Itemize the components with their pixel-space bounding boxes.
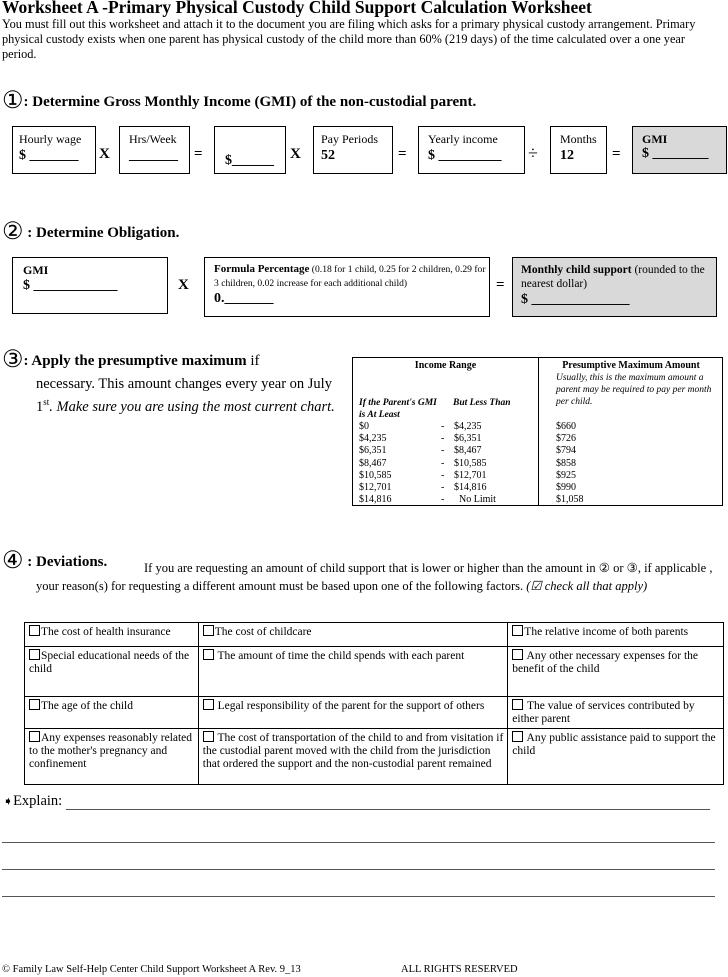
checkbox[interactable]	[203, 649, 214, 660]
max-amount-header: Presumptive Maximum Amount	[562, 360, 700, 371]
step4-number: ④	[2, 548, 24, 574]
yearly-income-label: Yearly income	[428, 132, 498, 146]
hourly-wage-label: Hourly wage	[19, 132, 82, 146]
checkbox[interactable]	[29, 625, 40, 636]
checkbox[interactable]	[203, 625, 214, 636]
footer-right: ALL RIGHTS RESERVED	[401, 964, 518, 975]
step1-number: ①	[2, 88, 24, 114]
hours-per-week-field[interactable]	[119, 126, 190, 174]
equals-sign: =	[496, 277, 505, 293]
gmi-result-field[interactable]	[632, 126, 727, 174]
income-range-header: Income Range	[414, 360, 477, 371]
factor-cell	[508, 623, 724, 647]
gmi-value: $ ________	[642, 146, 709, 161]
range-from: $12,701	[359, 482, 392, 493]
factor-cell	[25, 729, 199, 785]
step3-body	[36, 375, 346, 416]
factor-label: Any other necessary expenses for the benefit of the child	[512, 650, 699, 675]
checkbox[interactable]	[512, 625, 523, 636]
factor-cell	[508, 729, 724, 785]
factor-cell	[198, 623, 508, 647]
formula-percentage-field[interactable]	[204, 257, 490, 317]
hours-per-week-value: _______	[129, 148, 178, 163]
obligation-gmi-value: $ ____________	[23, 278, 118, 293]
range-to: $8,467	[454, 445, 482, 457]
range-from: $4,235	[359, 433, 387, 445]
step2-heading-text: : Determine Obligation.	[23, 225, 180, 241]
checkbox[interactable]	[203, 731, 214, 742]
factor-label: The cost of transportation of the child to and from visitation if the custodial parent moved with the child from the jurisdiction that ordered the support and the non-custodial parent remained	[202, 732, 504, 770]
factor-cell	[508, 647, 724, 697]
months-label: Months	[560, 132, 597, 146]
monthly-support-value: $ ______________	[521, 292, 630, 307]
range-dash: -	[441, 445, 445, 457]
range-dash: -	[441, 433, 445, 445]
range-from: $14,816	[359, 494, 392, 506]
table-divider	[538, 358, 539, 505]
range-dash: -	[441, 469, 445, 481]
step2-number: ②	[2, 219, 24, 245]
factor-cell	[198, 729, 508, 785]
explain-line[interactable]	[2, 896, 715, 897]
monthly-support-label	[521, 263, 711, 291]
range-to: $6,351	[454, 433, 482, 445]
factor-row	[25, 697, 724, 729]
factor-label: Any public assistance paid to support the child	[512, 732, 716, 757]
factor-label: Legal responsibility of the parent for the support of others	[214, 700, 485, 712]
formula-percentage-label	[214, 263, 486, 290]
equals-sign: =	[612, 146, 621, 162]
factor-label: The value of services contributed by either parent	[512, 700, 695, 725]
range-amount: $660	[556, 421, 576, 432]
pay-periods-label: Pay Periods	[321, 132, 378, 146]
factor-row	[25, 729, 724, 785]
monthly-support-field[interactable]	[512, 257, 717, 317]
range-to: $10,585	[454, 457, 487, 469]
step3-heading	[2, 345, 260, 374]
equals-sign: =	[398, 146, 407, 162]
step3-text1: necessary. This amount changes every year on July 1	[36, 376, 332, 415]
checkbox[interactable]	[512, 731, 523, 742]
factor-label: Any expenses reasonably related to the mother's pregnancy and confinement	[29, 732, 193, 770]
step3-heading-tail: if	[246, 353, 260, 369]
support-label: Monthly child support	[521, 264, 632, 276]
weekly-income-field[interactable]	[214, 126, 286, 174]
gmi-label: GMI	[642, 132, 668, 146]
factor-row	[25, 623, 724, 647]
gmi-at-least-header: If the Parent's GMI is At Least	[359, 398, 437, 420]
range-amount: $925	[556, 469, 576, 481]
step4-text: If you are requesting an amount of child support that is lower or higher than the amount in ② or ③, if applicable , your reason(s) for requesting a different amount must be based upon one of the following factors.	[36, 561, 713, 593]
multiply-sign: X	[290, 146, 301, 162]
presumptive-maximum-table	[352, 357, 723, 506]
page-title: Worksheet A -Primary Physical Custody Child Support Calculation Worksheet	[2, 0, 592, 17]
factor-cell	[25, 697, 199, 729]
pay-periods-field	[313, 126, 393, 174]
step1-heading-text: : Determine Gross Monthly Income (GMI) of the non-custodial parent.	[23, 94, 477, 110]
formula-label: Formula Percentage	[214, 263, 310, 275]
checkbox[interactable]	[29, 649, 40, 660]
formula-note: (0.18 for 1 child, 0.25 for 2 children, 0.29 for 3 children, 0.02 increase for each additional child)	[214, 264, 486, 289]
months-value: 12	[560, 148, 574, 163]
multiply-sign: X	[99, 146, 110, 162]
step2-heading	[2, 217, 179, 246]
factor-cell	[198, 697, 508, 729]
step3-number: ③	[2, 347, 24, 373]
step3-text2: . Make sure you are using the most current chart.	[49, 398, 335, 415]
pointer-icon: ➧	[3, 794, 14, 808]
range-dash: -	[441, 421, 445, 432]
checkbox[interactable]	[512, 649, 523, 660]
factor-label: The age of the child	[41, 700, 133, 712]
multiply-sign: X	[178, 277, 189, 293]
support-note: (rounded to the nearest dollar)	[521, 264, 705, 290]
max-amount-note: Usually, this is the maximum amount a parent may be required to pay per month per child.	[556, 373, 712, 407]
range-amount: $726	[556, 433, 576, 445]
factor-label: The relative income of both parents	[524, 626, 689, 638]
pay-periods-value: 52	[321, 148, 335, 163]
range-from: $8,467	[359, 457, 387, 469]
hourly-wage-value: $ _______	[19, 148, 79, 163]
range-to: $4,235	[454, 421, 482, 432]
obligation-gmi-label: GMI	[23, 263, 49, 277]
factor-label: Special educational needs of the child	[29, 650, 190, 675]
step1-heading	[2, 86, 476, 115]
factor-cell	[25, 647, 199, 697]
range-from: $10,585	[359, 469, 392, 481]
step4-check-note: (☑ check all that apply)	[526, 579, 648, 593]
range-from: $6,351	[359, 445, 387, 457]
deviation-factors-table	[24, 622, 724, 785]
range-amount: $990	[556, 482, 576, 493]
range-to: $14,816	[454, 482, 487, 493]
range-amount: $858	[556, 457, 576, 469]
checkbox[interactable]	[203, 699, 214, 710]
checkbox[interactable]	[29, 699, 40, 710]
range-dash: -	[441, 457, 445, 469]
obligation-gmi-field[interactable]	[12, 257, 168, 314]
but-less-than-header: But Less Than	[453, 398, 511, 408]
range-amount: $1,058	[556, 494, 584, 506]
weekly-income-value: $______	[225, 153, 274, 168]
factor-label: The cost of childcare	[214, 626, 312, 638]
step3-sup: st	[43, 397, 50, 407]
range-from: $0	[359, 421, 369, 432]
range-amount: $794	[556, 445, 576, 457]
step4-body	[36, 559, 722, 595]
explain-text: Explain:	[13, 793, 63, 809]
range-dash: -	[441, 482, 445, 493]
equals-sign: =	[194, 146, 203, 162]
footer-left: © Family Law Self-Help Center Child Support Worksheet A Rev. 9_13	[2, 964, 301, 975]
formula-percentage-value: 0._______	[214, 291, 274, 306]
explain-label	[3, 793, 62, 810]
range-dash: -	[441, 494, 445, 506]
hourly-wage-field[interactable]	[12, 126, 96, 174]
checkbox[interactable]	[512, 699, 523, 710]
explain-line[interactable]	[2, 842, 715, 843]
hours-per-week-label: Hrs/Week	[129, 132, 177, 146]
checkbox[interactable]	[29, 731, 40, 742]
factor-cell	[508, 697, 724, 729]
step4-heading-text: : Deviations.	[23, 554, 108, 570]
months-field	[550, 126, 607, 174]
factor-label: The amount of time the child spends with each parent	[214, 650, 465, 662]
divide-sign: ÷	[528, 143, 538, 163]
factor-row	[25, 647, 724, 697]
factor-label: The cost of health insurance	[41, 626, 171, 638]
range-to: $12,701	[454, 469, 487, 481]
yearly-income-field[interactable]	[418, 126, 525, 174]
factor-cell	[198, 647, 508, 697]
explain-line[interactable]	[66, 809, 710, 810]
intro-text: You must fill out this worksheet and attach it to the document you are filing which asks for a primary physical custody arrangement. Primary physical custody exists when one parent has physical custody of the child more than 60% (219 days) of the time calculated over a one year period.	[2, 17, 696, 61]
explain-line[interactable]	[2, 869, 715, 870]
factor-cell	[25, 623, 199, 647]
range-to: No Limit	[459, 494, 496, 506]
step3-heading-text: : Apply the presumptive maximum	[23, 353, 247, 369]
yearly-income-value: $ _________	[428, 148, 502, 163]
